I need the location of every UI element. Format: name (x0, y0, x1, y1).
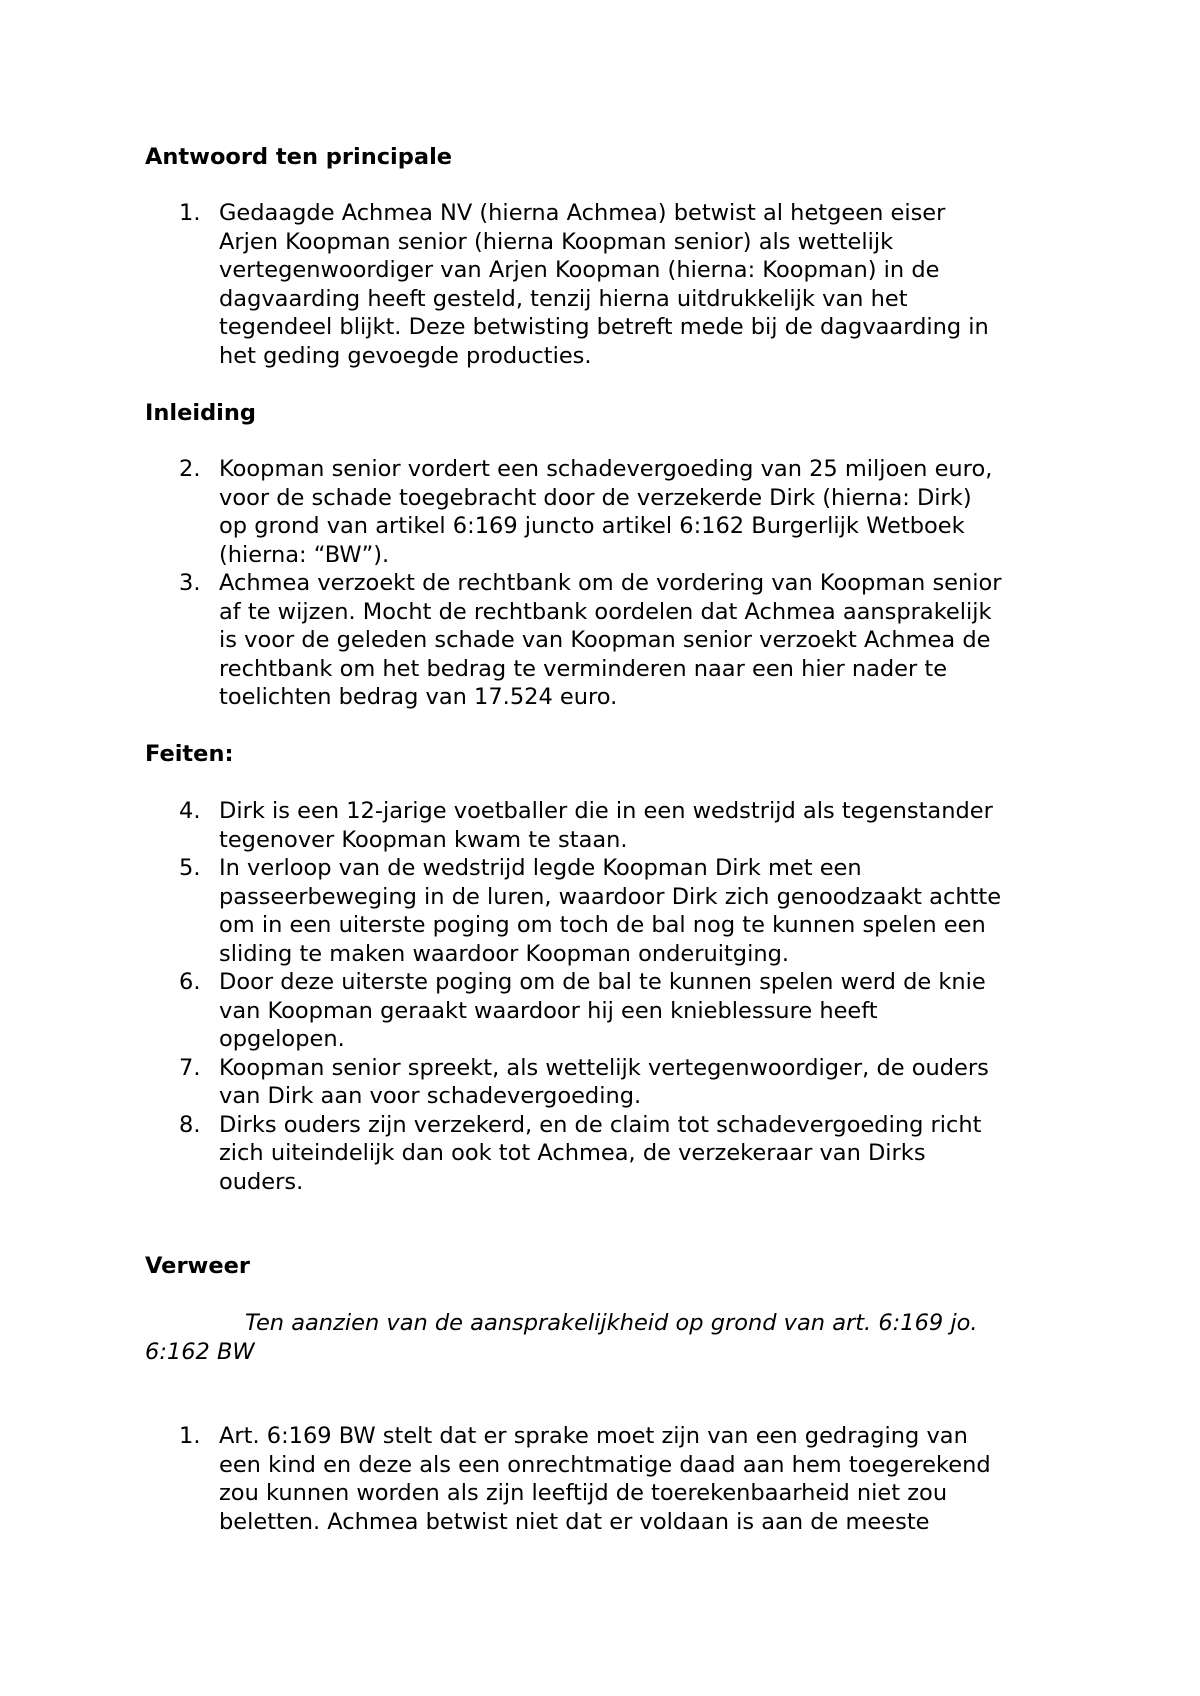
item-line: (hierna: “BW”). (219, 541, 390, 568)
item-line: sliding te maken waardoor Koopman onderuitging. (219, 940, 790, 967)
list-verweer (145, 1422, 1075, 1536)
item-line: toelichten bedrag van 17.524 euro. (219, 684, 618, 710)
item-number: 2. (179, 456, 201, 482)
item-line: Arjen Koopman senior (hierna Koopman senior) als wettelijk (219, 228, 894, 255)
item-line: ouders. (219, 1168, 304, 1195)
item-number: 1. (179, 200, 201, 226)
item-line: tegendeel blijkt. Deze betwisting betreft mede bij de dagvaarding in (219, 314, 989, 340)
item-line: rechtbank om het bedrag te verminderen naar een hier nader te (219, 655, 948, 682)
item-line: Achmea verzoekt de rechtbank om de vordering van Koopman senior (219, 570, 1002, 596)
item-line: op grond van artikel 6:169 juncto artikel 6:162 Burgerlijk Wetboek (219, 513, 965, 539)
item-line: om in een uiterste poging om toch de bal nog te kunnen spelen een (219, 912, 986, 938)
item-line: tegenover Koopman kwam te staan. (219, 826, 628, 853)
item-line: Art. 6:169 BW stelt dat er sprake moet zijn van een gedraging van (219, 1423, 968, 1449)
list-item (145, 455, 1075, 569)
item-line: Dirks ouders zijn verzekerd, en de claim tot schadevergoeding richt (219, 1111, 982, 1138)
item-line: Dirk is een 12-jarige voetballer die in een wedstrijd als tegenstander (219, 798, 993, 824)
list-item (145, 1422, 1075, 1536)
item-line: van Koopman geraakt waardoor hij een knieblessure heeft (219, 997, 878, 1024)
heading-antwoord-ten-principale: Antwoord ten principale (145, 144, 453, 170)
item-line: Koopman senior spreekt, als wettelijk vertegenwoordiger, de ouders (219, 1054, 989, 1081)
subheading-line: 6:162 BW (145, 1338, 255, 1365)
item-line: van Dirk aan voor schadevergoeding. (219, 1083, 642, 1109)
list-item (145, 797, 1075, 854)
item-line: af te wijzen. Mocht de rechtbank oordelen dat Achmea aansprakelijk (219, 598, 992, 625)
heading-feiten: Feiten: (145, 741, 234, 767)
list-inleiding (145, 455, 1075, 712)
item-line: is voor de geleden schade van Koopman senior verzoekt Achmea de (219, 627, 991, 653)
item-line: het geding gevoegde producties. (219, 342, 592, 369)
item-number: 6. (179, 969, 201, 995)
list-item (145, 1054, 1075, 1111)
subheading-line: Ten aanzien van de aansprakelijkheid op grond van art. 6:169 jo. (245, 1310, 978, 1336)
item-line: Door deze uiterste poging om de bal te kunnen spelen werd de knie (219, 969, 986, 995)
list-item (145, 199, 1075, 370)
heading-inleiding: Inleiding (145, 400, 257, 426)
item-line: voor de schade toegebracht door de verzekerde Dirk (hierna: Dirk) (219, 484, 972, 511)
item-number: 8. (179, 1111, 201, 1138)
item-line: Koopman senior vordert een schadevergoeding van 25 miljoen euro, (219, 456, 993, 482)
list-item (145, 569, 1075, 712)
item-line: In verloop van de wedstrijd legde Koopman Dirk met een (219, 855, 862, 881)
heading-verweer: Verweer (145, 1253, 250, 1279)
item-line: zou kunnen worden als zijn leeftijd de toerekenbaarheid niet zou (219, 1480, 948, 1506)
item-line: een kind en deze als een onrechtmatige daad aan hem toegerekend (219, 1451, 991, 1478)
item-line: dagvaarding heeft gesteld, tenzij hierna uitdrukkelijk van het (219, 285, 908, 312)
item-line: opgelopen. (219, 1026, 345, 1052)
item-line: passeerbeweging in de luren, waardoor Dirk zich genoodzaakt achtte (219, 883, 1002, 910)
item-number: 7. (179, 1054, 201, 1081)
item-number: 3. (179, 570, 201, 596)
list-feiten (145, 797, 1075, 1196)
item-line: vertegenwoordiger van Arjen Koopman (hierna: Koopman) in de (219, 257, 940, 283)
item-number: 1. (179, 1423, 201, 1449)
list-principale (145, 199, 1075, 370)
subheading-aansprakelijkheid (145, 1309, 1045, 1366)
list-item (145, 968, 1075, 1054)
item-number: 5. (179, 855, 201, 881)
item-line: zich uiteindelijk dan ook tot Achmea, de verzekeraar van Dirks (219, 1140, 926, 1166)
list-item (145, 854, 1075, 968)
item-number: 4. (179, 798, 201, 824)
list-item (145, 1111, 1075, 1197)
item-line: Gedaagde Achmea NV (hierna Achmea) betwist al hetgeen eiser (219, 200, 946, 226)
item-line: beletten. Achmea betwist niet dat er voldaan is aan de meeste (219, 1508, 930, 1535)
